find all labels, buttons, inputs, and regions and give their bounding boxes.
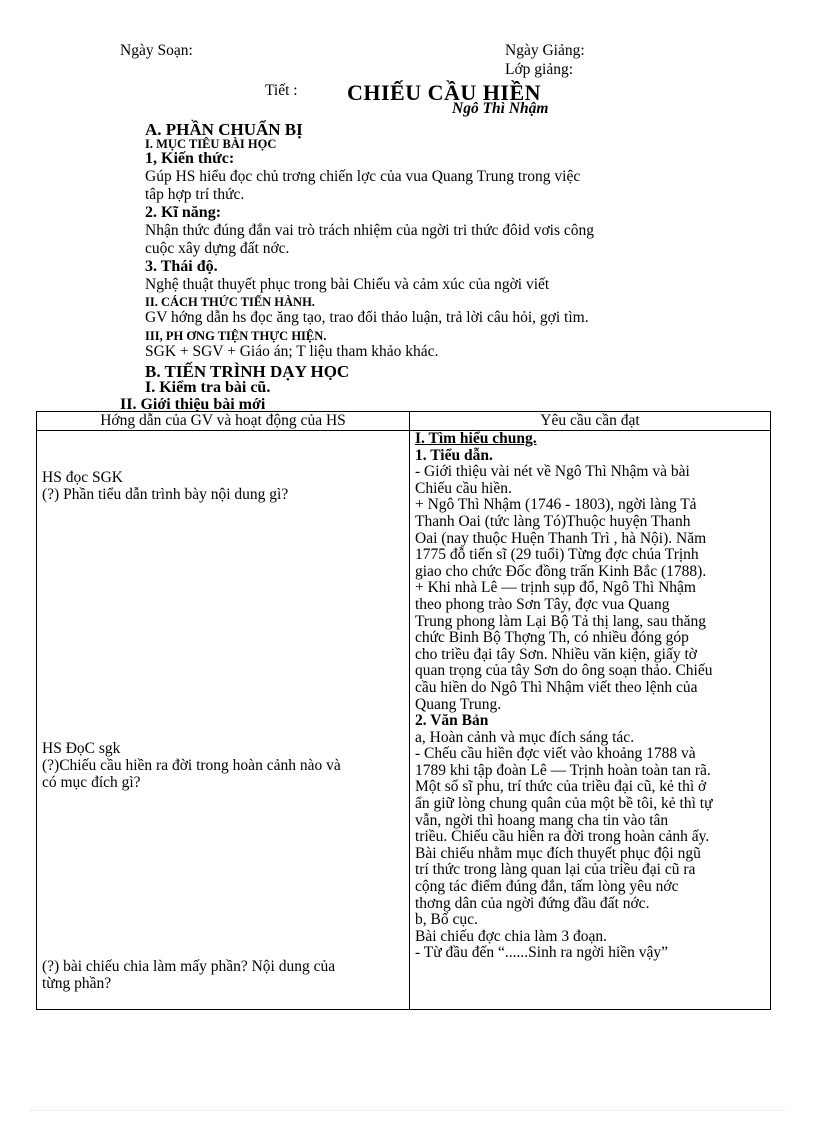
- objectives-heading: I. MỤC TIÊU BÀI HỌC: [145, 137, 277, 151]
- page-bottom-divider: [30, 1110, 786, 1111]
- lesson-plan-table: [36, 411, 771, 1010]
- text-line: thơng dân của ngời đứng đầu đất nớc.: [415, 894, 650, 912]
- left-item-question-intro: (?) Phần tiểu dẫn trình bày nội dung gì?: [42, 486, 289, 503]
- teacher-activity-cell: [37, 431, 410, 1010]
- attitude-line: Nghệ thuật thuyết phục trong bài Chiếu và cảm xúc của ngời viết: [145, 276, 550, 293]
- intro-line: Trung phong làm Lại Bộ Tả thị lang, sau thăng: [415, 612, 707, 630]
- left-item-question-structure-2: từng phần?: [42, 975, 112, 992]
- text-line: Một số sĩ phu, trí thức của triều đại cũ, kẻ thì ở: [415, 778, 707, 796]
- text-line: - Chếu cầu hiền đợc viết vào khoảng 1788 và: [415, 745, 696, 763]
- attitude-heading: 3. Thái độ.: [145, 258, 218, 275]
- intro-line: chức Binh Bộ Thợng Th, có nhiều đóng góp: [415, 629, 689, 647]
- intro-line: theo phong trào Sơn Tây, đợc vua Quang: [415, 595, 670, 613]
- intro-line: quan trọng của tây Sơn do ông soạn thảo. Chiếu: [415, 662, 713, 680]
- text-line: trí thức trong làng quan lại của triều đại cũ ra: [415, 861, 696, 879]
- class-label: Lớp giảng:: [505, 61, 574, 78]
- text-line: vẫn, ngời thì hoang mang cha tin vào tân: [415, 811, 669, 829]
- sub-text-heading: 2. Văn Bản: [415, 712, 489, 730]
- left-item-question-context-2: có mục đích gì?: [42, 774, 141, 791]
- intro-line: + Khi nhà Lê — trịnh sụp đổ, Ngô Thì Nhậm: [415, 579, 696, 597]
- text-line: 1789 khi tập đoàn Lê — Trịnh hoàn toàn tan rã.: [415, 761, 711, 779]
- prep-date-label: Ngày Soạn:: [120, 42, 193, 59]
- intro-line: Chiếu cầu hiền.: [415, 479, 512, 497]
- intro-line: giao cho chức Đốc đồng trấn Kinh Bắc (1788).: [415, 562, 707, 580]
- intro-line: Oai (nay thuộc Huện Thanh Trì , hà Nội). Năm: [415, 529, 707, 547]
- intro-line: + Ngô Thì Nhậm (1746 - 1803), ngời làng Tả: [415, 496, 697, 514]
- text-line: Bài chiếu đợc chia làm 3 đoạn.: [415, 927, 607, 945]
- intro-line: cho triều đại tây Sơn. Nhiều văn kiện, giấy tờ: [415, 645, 697, 663]
- intro-new-lesson: II. Giới thiệu bài mới: [120, 396, 266, 413]
- section-general-heading: I. Tìm hiểu chung.: [415, 430, 537, 447]
- table-header-row: [37, 412, 771, 431]
- knowledge-line-1: Gúp HS hiểu đọc chủ trơng chiến lợc của vua Quang Trung trong việc: [145, 168, 581, 185]
- skills-line-2: cuộc xây dựng đất nớc.: [145, 240, 290, 257]
- knowledge-heading: 1, Kiến thức:: [145, 150, 235, 167]
- requirements-cell: [410, 431, 771, 1010]
- part-a-heading: A. PHẦN CHUẨN BỊ: [145, 120, 303, 139]
- means-heading: III, PH ƠNG TIỆN THỰC HIỆN.: [145, 329, 327, 343]
- skills-heading: 2. Kĩ năng:: [145, 204, 222, 221]
- part-b-heading: B. TIẾN TRÌNH DẠY HỌC: [145, 362, 350, 381]
- intro-line: 1775 đỗ tiến sĩ (29 tuổi) Từng đợc chúa Trịnh: [415, 546, 699, 564]
- method-heading: II. CÁCH THỨC TIẾN HÀNH.: [145, 295, 315, 309]
- sub-intro-heading: 1. Tiểu dẫn.: [415, 446, 493, 464]
- text-line: cộng tác điểm đúng đắn, tấm lòng yêu nớc: [415, 878, 679, 896]
- table-row: [37, 431, 771, 1010]
- intro-line: Thanh Oai (tức làng Tó)Thuộc huyện Thanh: [415, 512, 691, 530]
- means-line: SGK + SGV + Giáo án; T liệu tham khảo khác.: [145, 343, 439, 360]
- text-line: ẩn giữ lòng chung quân của một bề tôi, kẻ thì tự: [415, 795, 713, 813]
- skills-line-1: Nhận thức đúng đắn vai trò trách nhiệm của ngời tri thức đôid vơis công: [145, 222, 595, 239]
- left-item-question-context-1: (?)Chiếu cầu hiền ra đời trong hoàn cảnh nào và: [42, 757, 341, 774]
- knowledge-line-2: tâp hợp trí thức.: [145, 186, 245, 203]
- intro-line: Quang Trung.: [415, 695, 502, 713]
- left-item-question-structure-1: (?) bài chiếu chia làm mấy phần? Nội dung của: [42, 958, 336, 975]
- check-old-lesson: I. Kiểm tra bài cũ.: [145, 379, 271, 396]
- text-line: b, Bố cục.: [415, 911, 478, 929]
- left-item-read-sgk-2: HS ĐọC sgk: [42, 740, 121, 757]
- text-line: a, Hoàn cảnh và mục đích sáng tác.: [415, 728, 635, 746]
- author-name: Ngô Thì Nhậm: [452, 100, 549, 117]
- teach-date-label: Ngày Giảng:: [505, 42, 585, 59]
- text-line: Bài chiếu nhằm mục đích thuyết phục đội ngũ: [415, 844, 701, 862]
- intro-line: cầu hiền do Ngô Thì Nhậm viết theo lệnh của: [415, 678, 698, 696]
- page-title: CHIẾU CẦU HIỀN: [347, 80, 542, 105]
- right-column-header: Yêu cầu cần đạt: [410, 412, 771, 431]
- method-line: GV hớng dẫn hs đọc ăng tạo, trao đổi thảo luận, trả lời câu hỏi, gợi tìm.: [145, 309, 589, 326]
- text-line: triều. Chiếu cầu hiền ra đời trong hoàn cảnh ấy.: [415, 828, 710, 846]
- left-column-header: Hớng dẫn của GV và hoạt động của HS: [37, 412, 410, 431]
- left-item-read-sgk: HS đọc SGK: [42, 469, 123, 486]
- text-line: - Từ đầu đến “......Sinh ra ngời hiền vậy”: [415, 944, 669, 962]
- intro-line: - Giới thiệu vài nét về Ngô Thì Nhậm và bài: [415, 463, 690, 481]
- period-label: Tiết :: [265, 82, 298, 99]
